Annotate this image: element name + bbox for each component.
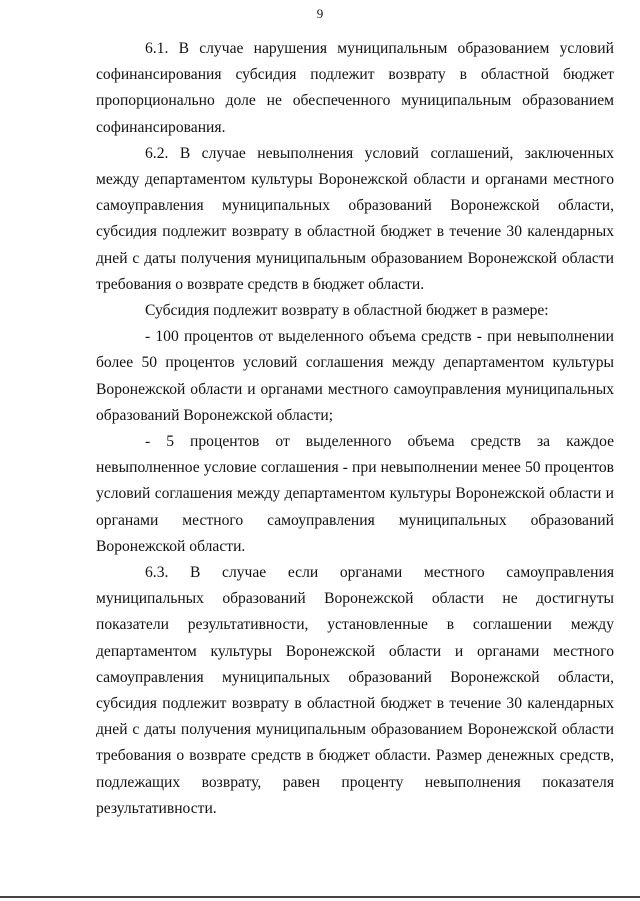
document-body <box>96 36 614 822</box>
paragraph-refund-5-percent: - 5 процентов от выделенного объема средств за каждое невыполненное условие соглашения - при невыполнении менее 50 процентов условий соглашения между департаментом культуры Воронежской области и органами местного самоуправления муниципальных образований Воронежской области. <box>96 433 614 555</box>
paragraph-refund-size-intro: Субсидия подлежит возврату в областной бюджет в размере: <box>145 302 549 320</box>
page-number: 9 <box>316 6 324 21</box>
bottom-page-edge-divider <box>0 896 640 898</box>
paragraph-6-3: 6.3. В случае если органами местного самоуправления муниципальных образований Воронежской области не достигнуты показатели результативности, установленные в соглашении между департаментом культуры Воронежской области и органами местного самоуправления муниципальных образований Воронежской области, субсидия подлежит возврату в областной бюджет в течение 30 календарных дней с даты получения муниципальным образованием Воронежской области требования о возврате средств в бюджет области. Размер денежных средств, подлежащих возврату, равен проценту невыполнения показателя результативности. <box>96 564 614 817</box>
paragraph-refund-100-percent: - 100 процентов от выделенного объема средств - при невыполнении более 50 процентов условий соглашения между департаментом культуры Воронежской области и органами местного самоуправления муниципальных образований Воронежской области; <box>96 328 614 424</box>
paragraph-6-2: 6.2. В случае невыполнения условий соглашений, заключенных между департаментом культуры Воронежской области и органами местного самоуправления муниципальных образований Воронежской области, субсидия подлежит возврату в областной бюджет в течение 30 календарных дней с даты получения муниципальным образованием Воронежской области требования о возврате средств в бюджет области. <box>96 144 614 293</box>
paragraph-6-1: 6.1. В случае нарушения муниципальным образованием условий софинансирования субсидия подлежит возврату в областной бюджет пропорционально доле не обеспеченного муниципальным образованием софинансирования. <box>96 40 614 136</box>
